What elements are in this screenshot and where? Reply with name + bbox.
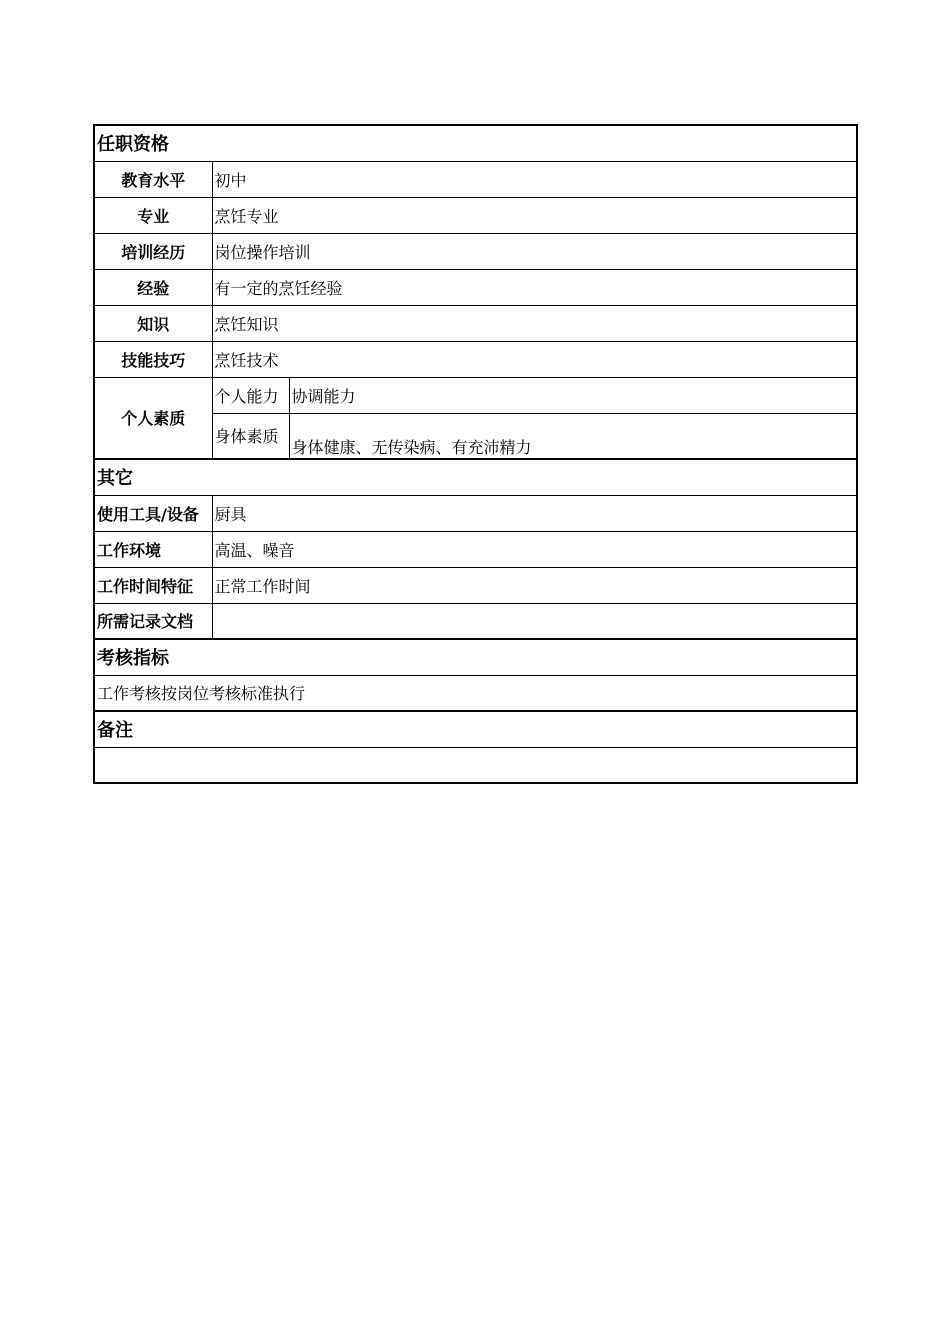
table-row [94,567,857,603]
major-value: 烹饪专业 [212,197,857,233]
assessment-text: 工作考核按岗位考核标准执行 [94,675,857,711]
tools-label: 使用工具/设备 [94,495,212,531]
education-label: 教育水平 [94,161,212,197]
table-row [94,161,857,197]
table-row [94,747,857,783]
environment-value: 高温、噪音 [212,531,857,567]
personal-label: 个人素质 [94,377,212,459]
education-value: 初中 [212,161,857,197]
knowledge-label: 知识 [94,305,212,341]
job-description-table [93,124,858,784]
table-row [94,269,857,305]
table-row [94,377,857,413]
environment-label: 工作环境 [94,531,212,567]
experience-value: 有一定的烹饪经验 [212,269,857,305]
knowledge-value: 烹饪知识 [212,305,857,341]
section-title: 备注 [94,711,857,747]
records-value [212,603,857,639]
section-title: 考核指标 [94,639,857,675]
table-row [94,603,857,639]
section-remarks [94,711,857,747]
job-description-page [93,124,858,784]
records-label: 所需记录文档 [94,603,212,639]
section-title: 任职资格 [94,125,857,161]
remarks-text [94,747,857,783]
training-value: 岗位操作培训 [212,233,857,269]
table-row [94,305,857,341]
section-other [94,459,857,495]
time-label: 工作时间特征 [94,567,212,603]
section-title: 其它 [94,459,857,495]
ability-value: 协调能力 [289,377,857,413]
table-row [94,341,857,377]
table-row [94,233,857,269]
experience-label: 经验 [94,269,212,305]
section-qualification [94,125,857,161]
major-label: 专业 [94,197,212,233]
time-value: 正常工作时间 [212,567,857,603]
ability-label: 个人能力 [212,377,289,413]
skills-label: 技能技巧 [94,341,212,377]
table-row [94,675,857,711]
tools-value: 厨具 [212,495,857,531]
section-assessment [94,639,857,675]
training-label: 培训经历 [94,233,212,269]
table-row [94,197,857,233]
physical-value: 身体健康、无传染病、有充沛精力 [289,413,857,459]
table-row [94,531,857,567]
skills-value: 烹饪技术 [212,341,857,377]
table-row [94,495,857,531]
physical-label: 身体素质 [212,413,289,459]
